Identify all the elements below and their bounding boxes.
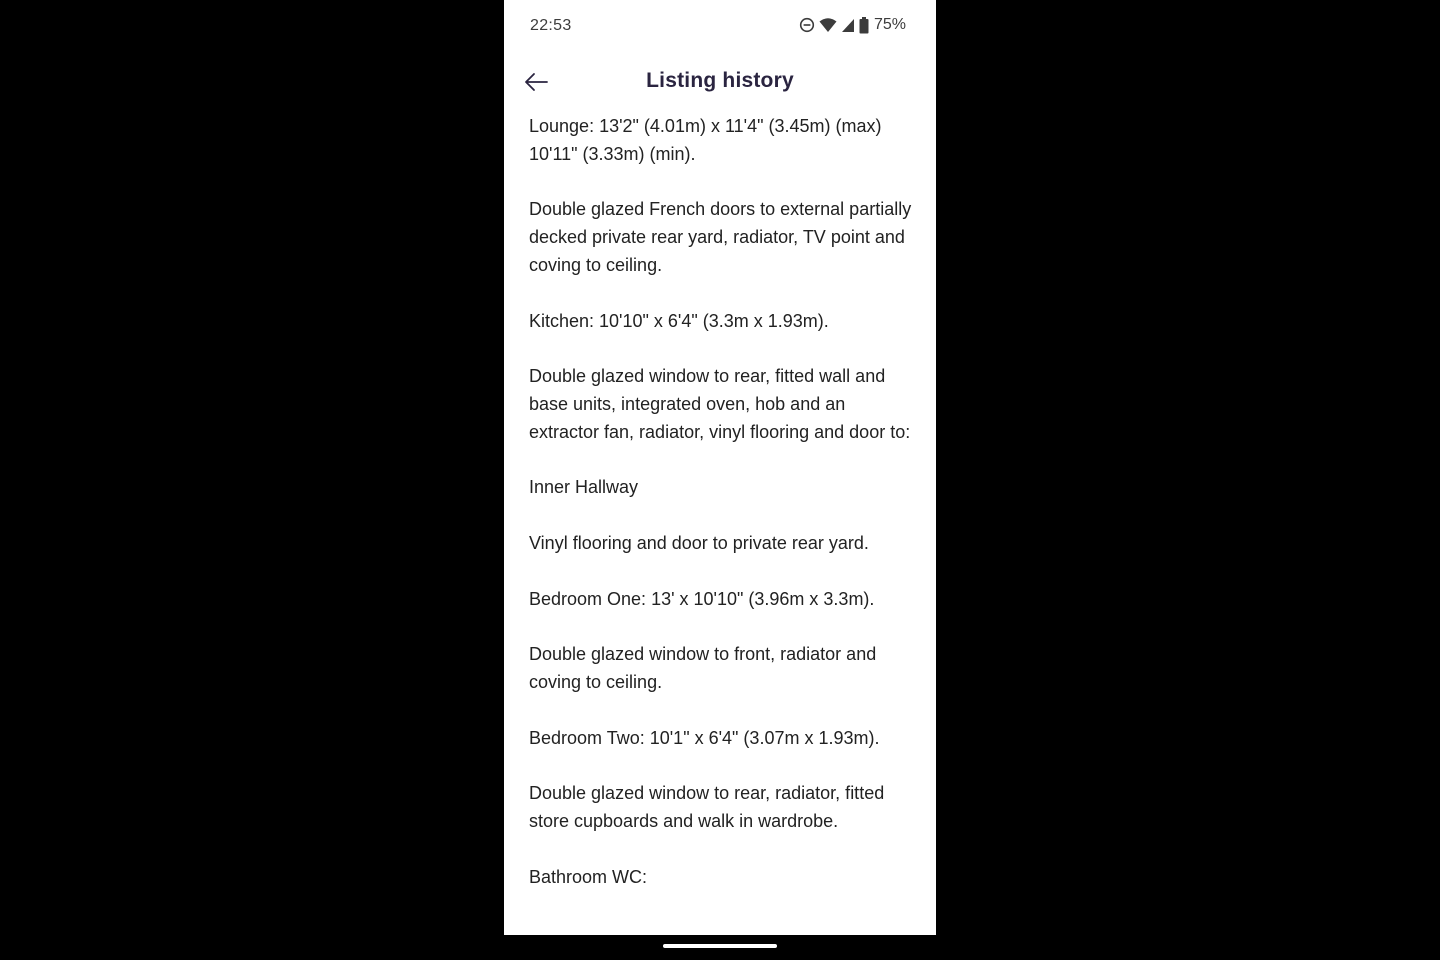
paragraph-inner-hallway: Inner Hallway (529, 477, 639, 498)
home-indicator[interactable] (663, 944, 777, 948)
listing-description (529, 113, 919, 919)
paragraph-kitchen-dimensions: Kitchen: 10'10" x 6'4" (3.3m x 1.93m). (529, 310, 829, 331)
wifi-icon (819, 17, 837, 33)
paragraph-lounge-details: Double glazed French doors to external partially decked private rear yard, radiator, TV point and coving to ceiling. (529, 199, 917, 275)
app-bar (504, 56, 936, 112)
paragraph-bedroom-two-details: Double glazed window to rear, radiator, fitted store cupboards and walk in wardrobe. (529, 783, 890, 831)
paragraph-kitchen-details: Double glazed window to rear, fitted wall and base units, integrated oven, hob and an extractor fan, radiator, vinyl flooring and door to: (529, 366, 911, 442)
status-time: 22:53 (530, 17, 572, 34)
paragraph-bedroom-one-details: Double glazed window to front, radiator and coving to ceiling. (529, 644, 882, 692)
paragraph-hallway-details: Vinyl flooring and door to private rear yard. (529, 532, 869, 553)
paragraph-bathroom: Bathroom WC: (529, 866, 648, 887)
paragraph-lounge-dimensions: Lounge: 13'2" (4.01m) x 11'4" (3.45m) (max) 10'11" (3.33m) (min). (529, 116, 882, 164)
phone-screen (504, 0, 936, 935)
status-bar (504, 0, 936, 52)
paragraph-bedroom-one-dimensions: Bedroom One: 13' x 10'10" (3.96m x 3.3m). (529, 588, 875, 609)
status-icons (799, 16, 906, 34)
paragraph-bedroom-two-dimensions: Bedroom Two: 10'1" x 6'4" (3.07m x 1.93m). (529, 727, 880, 748)
signal-icon (841, 18, 855, 33)
battery-percent: 75% (873, 16, 906, 33)
page-title: Listing history (646, 69, 794, 92)
do-not-disturb-icon (799, 17, 815, 33)
battery-icon (859, 17, 869, 34)
